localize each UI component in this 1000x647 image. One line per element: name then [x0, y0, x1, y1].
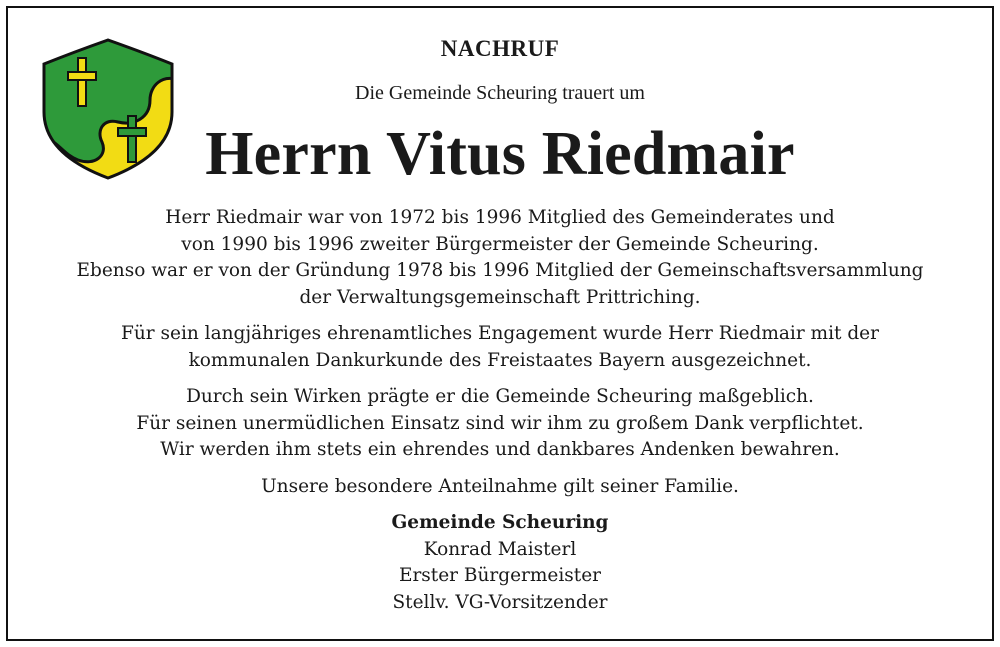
text-line: Herr Riedmair war von 1972 bis 1996 Mitglied des Gemeinderates und	[165, 207, 835, 228]
text-line: kommunalen Dankurkunde des Freistaates Bayern ausgezeichnet.	[188, 349, 812, 371]
signature-block	[0, 510, 1000, 616]
paragraph-condolence	[30, 474, 970, 501]
signature-person: Konrad Maisterl	[423, 538, 577, 560]
signature-title: Erster Bürgermeister	[398, 565, 602, 586]
text-line: Ebenso war er von der Gründung 1978 bis 1996 Mitglied der Gemeinschaftsversammlung	[76, 260, 924, 281]
notice-heading: NACHRUF	[440, 36, 560, 61]
text-line: Wir werden ihm stets ein ehrendes und dankbares Andenken bewahren.	[160, 439, 840, 460]
notice-intro: Die Gemeinde Scheuring trauert um	[355, 82, 645, 104]
paragraph-award	[30, 321, 970, 374]
deceased-name: Herrn Vitus Riedmair	[205, 120, 795, 188]
text-line: der Verwaltungsgemeinschaft Prittriching.	[299, 286, 701, 308]
signature-role: Stellv. VG-Vorsitzender	[392, 591, 608, 613]
text-line: Für seinen unermüdlichen Einsatz sind wir ihm zu großem Dank verpflichtet.	[136, 412, 864, 434]
text-line: Durch sein Wirken prägte er die Gemeinde Scheuring maßgeblich.	[186, 386, 814, 407]
text-line: von 1990 bis 1996 zweiter Bürgermeister der Gemeinde Scheuring.	[181, 233, 819, 255]
signature-organization: Gemeinde Scheuring	[391, 512, 609, 533]
paragraph-service	[30, 205, 970, 311]
text-line: Für sein langjähriges ehrenamtliches Engagement wurde Herr Riedmair mit der	[121, 323, 879, 344]
paragraph-gratitude	[30, 384, 970, 464]
text-line: Unsere besondere Anteilnahme gilt seiner Familie.	[261, 475, 739, 497]
notice-body	[30, 205, 970, 510]
